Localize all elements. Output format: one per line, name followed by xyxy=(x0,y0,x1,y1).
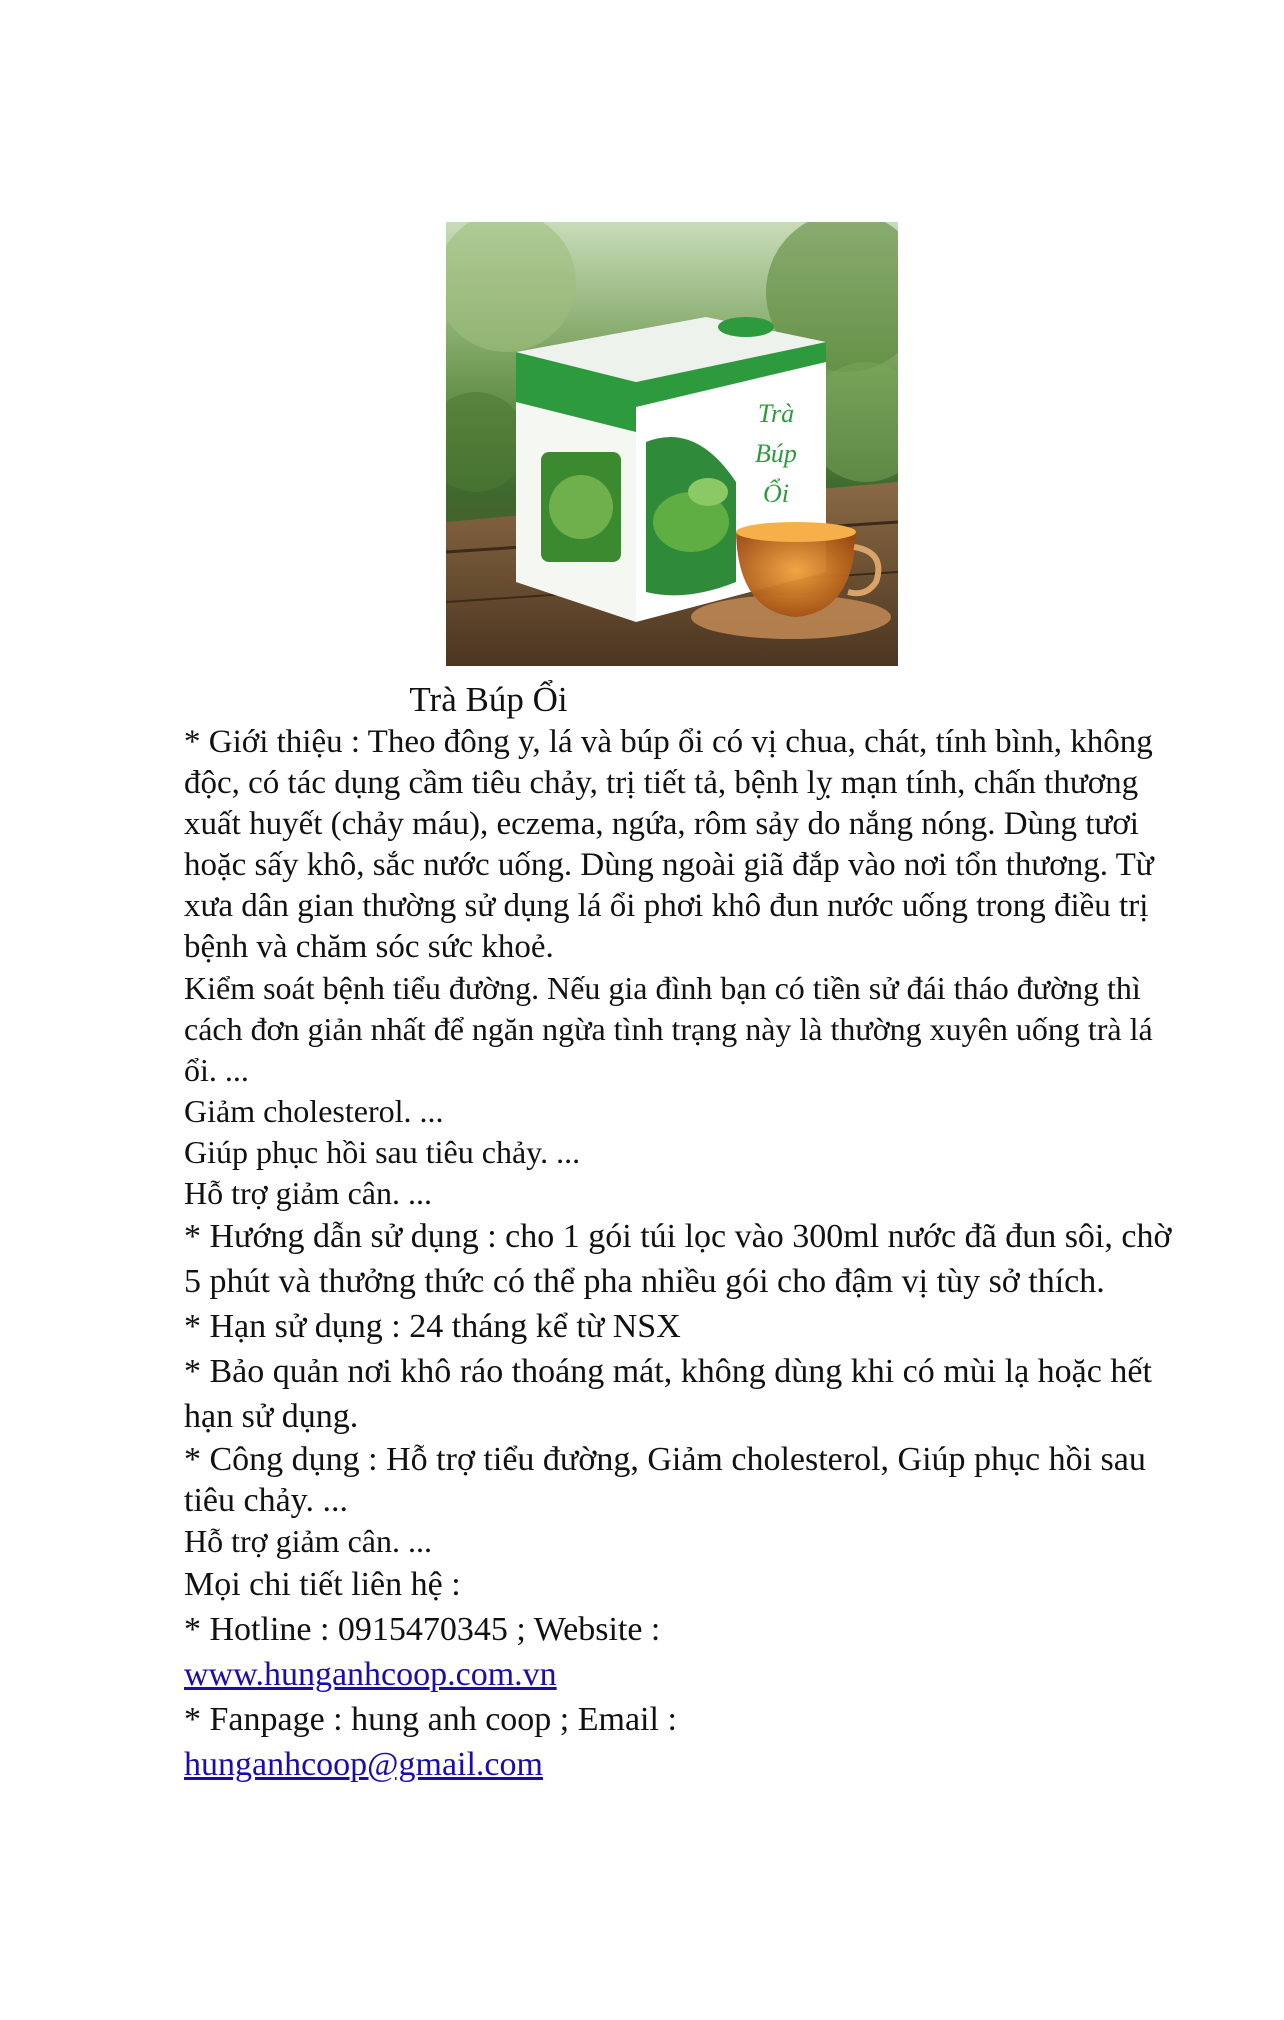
benefit-diabetes: Kiểm soát bệnh tiểu đường. Nếu gia đình bạn có tiền sử đái tháo đường thì cách đơn giản nhất để ngăn ngừa tình trạng này là thường xuyên uống trà lá ổi. ... xyxy=(184,970,1153,1088)
uses-info: * Công dụng : Hỗ trợ tiểu đường, Giảm cholesterol, Giúp phục hồi sau tiêu chảy. ... xyxy=(184,1441,1146,1519)
uses-weight: Hỗ trợ giảm cân. ... xyxy=(184,1523,432,1559)
email-line xyxy=(184,1742,1184,1787)
email-link[interactable]: hunganhcoop@gmail.com xyxy=(184,1746,543,1783)
benefit-weight: Hỗ trợ giảm cân. ... xyxy=(184,1175,432,1211)
svg-text:Ổi: Ổi xyxy=(763,479,789,508)
expiry-info: * Hạn sử dụng : 24 tháng kể từ NSX xyxy=(184,1308,681,1345)
website-line xyxy=(184,1652,1184,1697)
svg-text:Trà: Trà xyxy=(757,399,795,428)
benefit-cholesterol: Giảm cholesterol. ... xyxy=(184,1093,444,1129)
benefit-diarrhea: Giúp phục hồi sau tiêu chảy. ... xyxy=(184,1134,581,1170)
svg-text:Búp: Búp xyxy=(755,439,797,468)
fanpage-line: * Fanpage : hung anh coop ; Email : xyxy=(184,1701,677,1738)
website-link[interactable]: www.hunganhcoop.com.vn xyxy=(184,1656,557,1693)
usage-instructions: * Hướng dẫn sử dụng : cho 1 gói túi lọc vào 300ml nước đã đun sôi, chờ 5 phút và thưởng thức có thể pha nhiều gói cho đậm vị tùy sở thích. xyxy=(184,1218,1172,1300)
storage-info: * Bảo quản nơi khô ráo thoáng mát, không dùng khi có mùi lạ hoặc hết hạn sử dụng. xyxy=(184,1353,1152,1435)
hotline-line: * Hotline : 0915470345 ; Website : xyxy=(184,1611,661,1648)
product-title: Trà Búp Ổi xyxy=(409,680,568,719)
intro-paragraph: * Giới thiệu : Theo đông y, lá và búp ổi có vị chua, chát, tính bình, không độc, có tác dụng cầm tiêu chảy, trị tiết tả, bệnh lỵ mạn tính, chấn thương xuất huyết (chảy máu), eczema, ngứa, rôm sảy do nắng nóng. Dùng tươi hoặc sấy khô, sắc nước uống. Dùng ngoài giã đắp vào nơi tổn thương. Từ xưa dân gian thường sử dụng lá ổi phơi khô đun nước uống trong điều trị bệnh và chăm sóc sức khoẻ. xyxy=(184,724,1154,965)
product-photo xyxy=(446,222,898,666)
product-description xyxy=(184,678,1184,1787)
contact-heading: Mọi chi tiết liên hệ : xyxy=(184,1566,461,1603)
tea-box-illustration xyxy=(446,222,898,666)
